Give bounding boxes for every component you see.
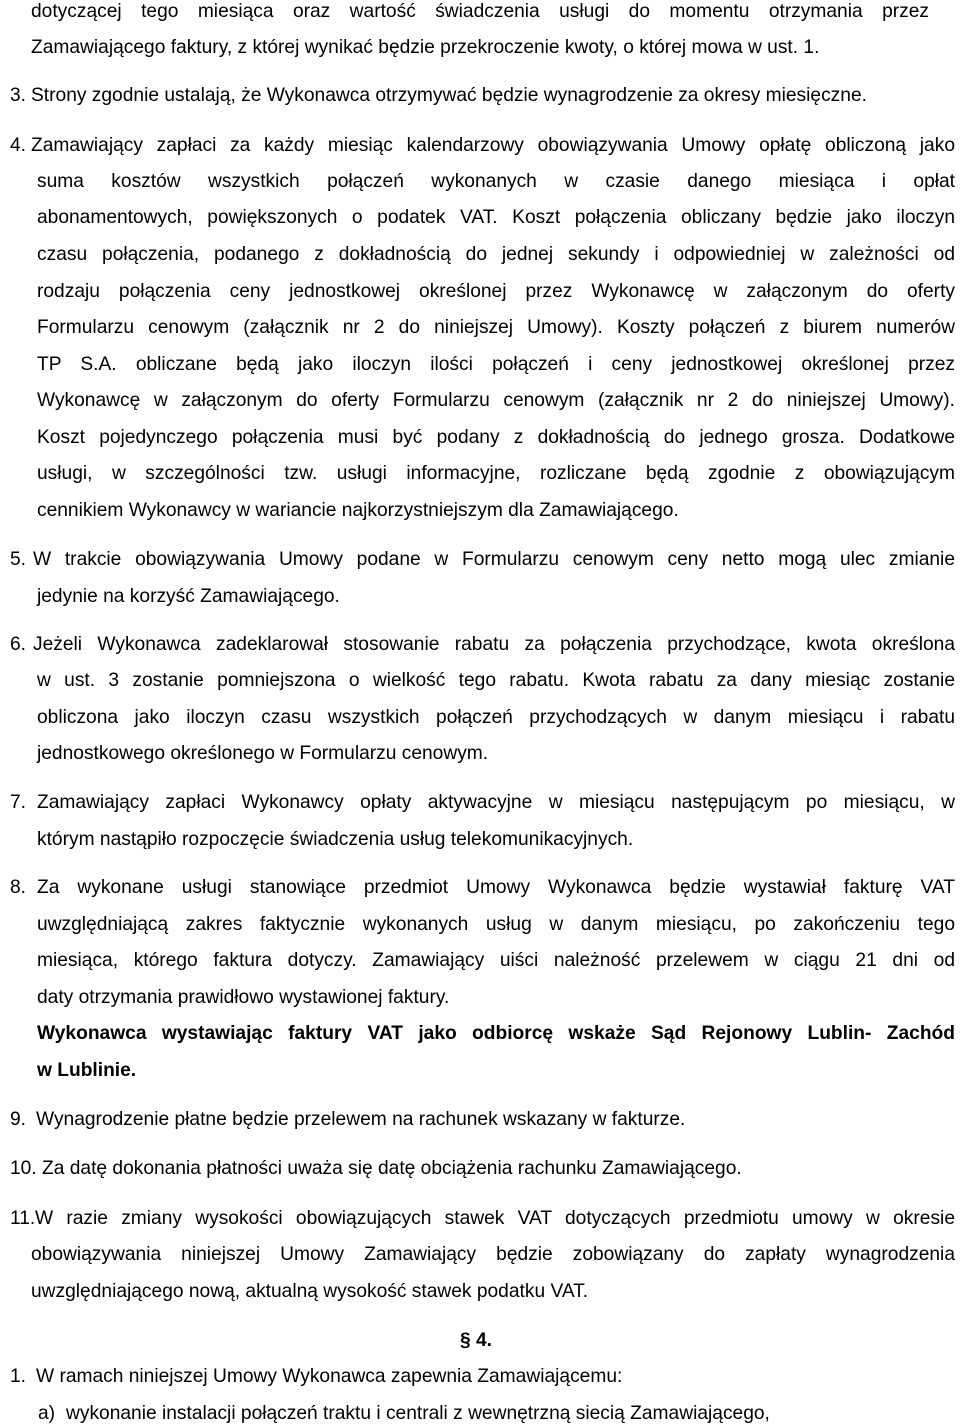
paragraph-line: miesiąca, którego faktura dotyczy. Zamawiający uiści należność przelewem w ciągu 21 dni od — [37, 950, 955, 971]
paragraph-line: uwzględniającą zakres faktycznie wykonanych usług w danym miesiącu, po zakończeniu tego — [37, 914, 955, 935]
paragraph-line: W trakcie obowiązywania Umowy podane w Formularzu cenowym ceny netto mogą ulec zmianie — [33, 549, 955, 570]
paragraph-line: Koszt pojedynczego połączenia musi być podany z dokładnością do jednego grosza. Dodatkowe — [37, 427, 955, 448]
paragraph-line: obliczona jako iloczyn czasu wszystkich połączeń przychodzących w danym miesiącu i rabatu — [37, 707, 955, 728]
item-number: 3. — [10, 85, 27, 106]
item-number: 11. — [10, 1208, 36, 1229]
bold-paragraph-line: Wykonawca wystawiając faktury VAT jako odbiorcę wskaże Sąd Rejonowy Lublin- Zachód — [37, 1023, 955, 1044]
paragraph-line: usługi, w szczególności tzw. usługi informacyjne, rozliczane będą zgodnie z obowiązującym — [37, 463, 955, 484]
paragraph-line: abonamentowych, powiększonych o podatek VAT. Koszt połączenia obliczany będzie jako iloczyn — [37, 207, 955, 228]
paragraph-line: Jeżeli Wykonawca zadeklarował stosowanie rabatu za połączenia przychodzące, kwota określona — [33, 634, 955, 655]
paragraph-line: którym nastąpiło rozpoczęcie świadczenia usług telekomunikacyjnych. — [37, 829, 634, 850]
item-number: 8. — [10, 877, 27, 898]
paragraph-line: Strony zgodnie ustalają, że Wykonawca otrzymywać będzie wynagrodzenie za okresy miesięczne. — [31, 85, 867, 106]
paragraph-line: Zamawiający zapłaci Wykonawcy opłaty aktywacyjne w miesiącu następującym po miesiącu, w — [37, 792, 955, 813]
item-number: 7. — [10, 792, 27, 813]
item-number: 6. — [10, 634, 27, 655]
paragraph-line: Wynagrodzenie płatne będzie przelewem na rachunek wskazany w fakturze. — [36, 1109, 686, 1130]
paragraph-line: cennikiem Wykonawcy w wariancie najkorzystniejszym dla Zamawiającego. — [37, 500, 679, 521]
paragraph-line: uwzględniającego nową, aktualną wysokość stawek podatku VAT. — [31, 1281, 589, 1302]
item-number: 10. — [10, 1158, 37, 1179]
item-number: 5. — [10, 549, 27, 570]
paragraph-line: obowiązywania niniejszej Umowy Zamawiający będzie zobowiązany do zapłaty wynagrodzenia — [31, 1244, 955, 1265]
paragraph-line: suma kosztów wszystkich połączeń wykonanych w czasie danego miesiąca i opłat — [37, 171, 955, 192]
paragraph-line: dotyczącej tego miesiąca oraz wartość świadczenia usługi do momentu otrzymania przez — [31, 1, 929, 22]
paragraph-line: czasu połączenia, podanego z dokładnością do jednej sekundy i odpowiedniej w zależności od — [37, 244, 955, 265]
subitem-letter: a) — [38, 1403, 56, 1424]
paragraph-line: jednostkowego określonego w Formularzu cenowym. — [37, 743, 489, 764]
paragraph-line: Formularzu cenowym (załącznik nr 2 do niniejszej Umowy). Koszty połączeń z biurem numerów — [37, 317, 955, 338]
item-number: 1. — [10, 1366, 27, 1387]
paragraph-line: Zamawiającego faktury, z której wynikać będzie przekroczenie kwoty, o której mowa w ust. 1. — [31, 37, 820, 58]
paragraph-line: rodzaju połączenia ceny jednostkowej określonej przez Wykonawcę w załączonym do oferty — [37, 281, 955, 302]
item-number: 9. — [10, 1109, 27, 1130]
paragraph-line: W ramach niniejszej Umowy Wykonawca zapewnia Zamawiającemu: — [36, 1366, 623, 1387]
paragraph-line: jedynie na korzyść Zamawiającego. — [37, 586, 340, 607]
paragraph-line: Wykonawcę w załączonym do oferty Formularzu cenowym (załącznik nr 2 do niniejszej Umowy). — [37, 390, 955, 411]
bold-paragraph-line: w Lublinie. — [37, 1060, 137, 1081]
paragraph-line: wykonanie instalacji połączeń traktu i centrali z wewnętrzną siecią Zamawiającego, — [66, 1403, 770, 1424]
paragraph-line: w ust. 3 zostanie pomniejszona o wielkość tego rabatu. Kwota rabatu za dany miesiąc zostanie — [37, 670, 955, 691]
paragraph-line: TP S.A. obliczane będą jako iloczyn ilości połączeń i ceny jednostkowej określonej przez — [37, 354, 955, 375]
item-number: 4. — [10, 135, 27, 156]
paragraph-line: Za datę dokonania płatności uważa się datę obciążenia rachunku Zamawiającego. — [42, 1158, 742, 1179]
paragraph-line: Za wykonane usługi stanowiące przedmiot Umowy Wykonawca będzie wystawiał fakturę VAT — [37, 877, 955, 898]
paragraph-line: Zamawiający zapłaci za każdy miesiąc kalendarzowy obowiązywania Umowy opłatę obliczoną jako — [31, 135, 955, 156]
paragraph-line: daty otrzymania prawidłowo wystawionej faktury. — [37, 987, 450, 1008]
section-heading: § 4. — [460, 1330, 493, 1351]
paragraph-line: W razie zmiany wysokości obowiązujących stawek VAT dotyczących przedmiotu umowy w okresie — [35, 1208, 955, 1229]
